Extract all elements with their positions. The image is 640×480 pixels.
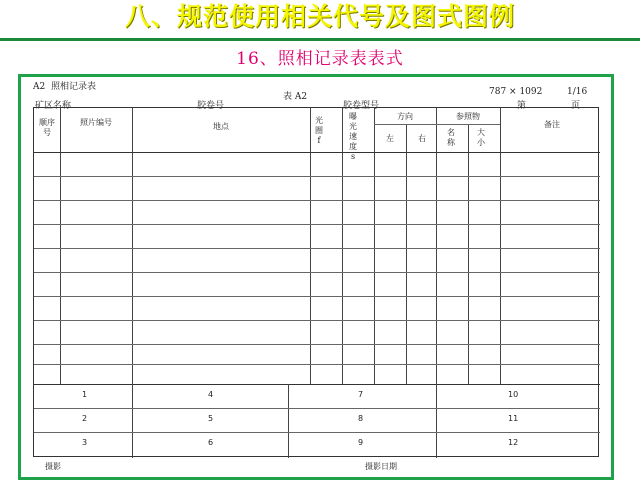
col-photo-no: 照片编号 <box>80 118 112 127</box>
col-remarks: 备注 <box>544 120 560 129</box>
col-reference: 参照物 <box>456 112 480 121</box>
title-divider <box>0 38 640 41</box>
photo-cell-8: 8 <box>358 414 364 423</box>
photo-cell-1: 1 <box>82 390 88 399</box>
mine-area-label: 矿区名称 <box>35 101 72 111</box>
roll-number-label: 胶卷号 <box>197 101 225 111</box>
col-seq: 顺序号 <box>39 118 55 137</box>
footer-photo-date: 摄影日期 <box>365 462 397 471</box>
col-ref-name: 名称 <box>447 128 455 147</box>
photo-cell-12: 12 <box>508 438 519 447</box>
photo-cell-11: 11 <box>508 414 519 423</box>
col-right: 右 <box>418 134 426 143</box>
col-left: 左 <box>386 134 394 143</box>
fraction: 1/16 <box>567 87 588 97</box>
col-aperture: 光圈f <box>315 116 323 145</box>
page-prefix: 第 <box>517 101 527 111</box>
photo-cell-2: 2 <box>82 414 88 423</box>
page-suffix: 页 <box>571 101 581 111</box>
photo-cell-6: 6 <box>208 438 214 447</box>
footer-photographer: 摄影 <box>45 462 61 471</box>
paper-size: 787 × 1092 <box>489 87 543 97</box>
slide-title: 八、规范使用相关代号及图式图例 <box>0 0 640 34</box>
form-code: A2 照相记录表 <box>33 82 96 92</box>
roll-type-label: 胶卷型号 <box>343 101 380 111</box>
slide-subtitle: 16、照相记录表表式 <box>236 49 404 69</box>
col-shutter: 曝光速度s <box>349 112 357 161</box>
photo-cell-5: 5 <box>208 414 214 423</box>
photo-cell-7: 7 <box>358 390 364 399</box>
photo-cell-10: 10 <box>508 390 519 399</box>
photo-cell-3: 3 <box>82 438 88 447</box>
col-ref-size: 大小 <box>477 128 485 147</box>
photo-cell-4: 4 <box>208 390 214 399</box>
record-table <box>33 107 599 457</box>
col-location: 地点 <box>213 122 229 131</box>
col-direction: 方向 <box>397 112 413 121</box>
table-label: 表 A2 <box>283 92 308 102</box>
photo-cell-9: 9 <box>358 438 364 447</box>
form-scan <box>18 74 614 480</box>
